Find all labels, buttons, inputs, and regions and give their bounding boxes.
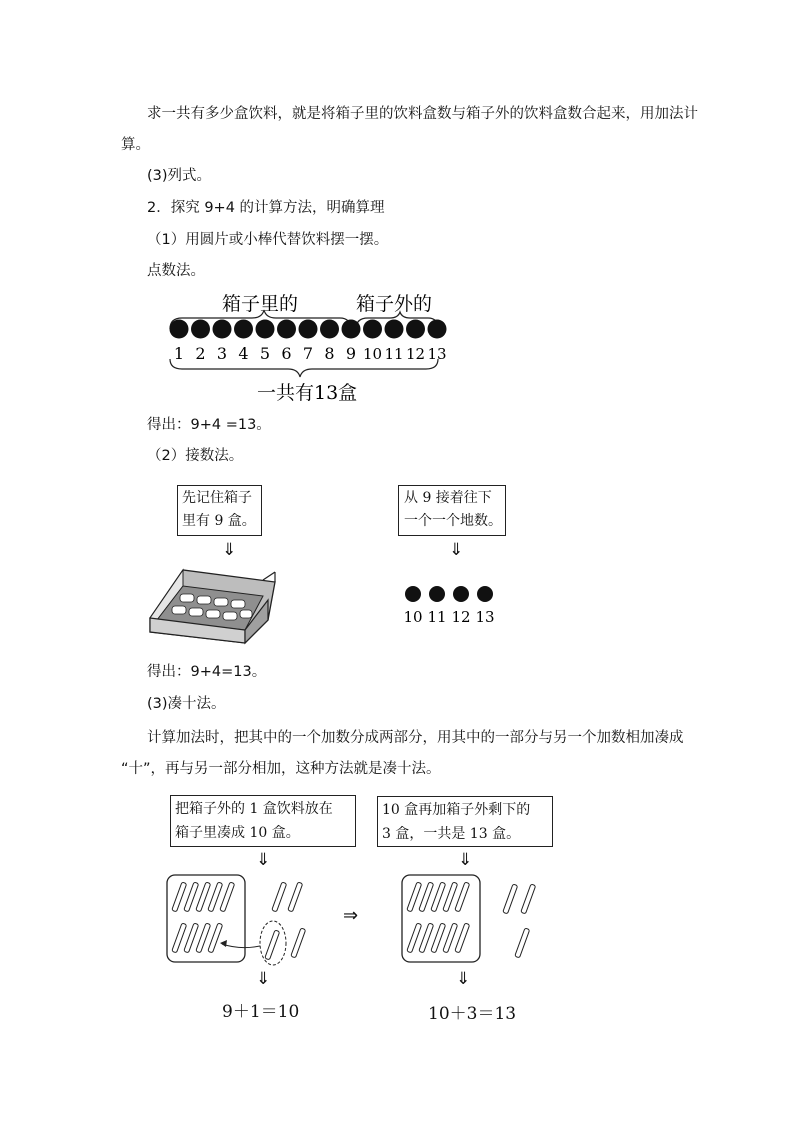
step3-heading: (3)凑十法。 <box>147 696 226 712</box>
make-ten-right-line-1: 10 盒再加箱子外剩下的 <box>382 802 531 818</box>
counter-number: 8 <box>324 344 335 363</box>
counter-number: 2 <box>195 344 206 363</box>
counter-number: 12 <box>451 608 471 626</box>
counter-dot <box>363 320 382 339</box>
counter-number: 13 <box>427 345 447 363</box>
item3-formula: (3)列式。 <box>147 168 212 184</box>
numbers-row <box>174 344 447 363</box>
counter-dot <box>170 320 189 339</box>
right-arrow-icon: ⇒ <box>343 905 359 926</box>
drink-box-illustration <box>145 560 280 650</box>
counter-dot <box>256 320 275 339</box>
note-right-line-1: 从 9 接着往下 <box>404 490 492 506</box>
counter-dot <box>477 586 493 602</box>
counter-dot <box>191 320 210 339</box>
counter-dot <box>406 320 425 339</box>
make-ten-note-left <box>170 795 356 847</box>
counter-number: 4 <box>238 344 249 363</box>
down-arrow-icon: ⇓ <box>449 540 464 560</box>
counter-number: 13 <box>475 608 495 626</box>
make-ten-left-line-2: 箱子里凑成 10 盒。 <box>175 825 300 841</box>
step2-heading: （2）接数法。 <box>147 448 244 464</box>
dots-row <box>170 320 447 339</box>
counter-dot <box>385 320 404 339</box>
sticks-after-illustration <box>395 868 555 968</box>
note-left-line-2: 里有 9 盒。 <box>182 513 256 529</box>
counter-number: 12 <box>405 345 426 363</box>
counter-number: 9 <box>345 344 357 363</box>
counter-dot <box>429 586 445 602</box>
down-arrow-icon: ⇓ <box>222 540 237 560</box>
down-arrow-icon: ⇓ <box>456 969 471 989</box>
counter-number: 11 <box>384 345 404 363</box>
result-2: 得出：9+4=13。 <box>147 664 267 680</box>
counter-number: 3 <box>216 344 228 363</box>
counter-dot <box>405 586 421 602</box>
label-outside-box: 箱子外的 <box>356 293 433 315</box>
make-ten-line-1: 计算加法时，把其中的一个加数分成两部分，用其中的一部分与另一个加数相加凑成 <box>147 730 684 746</box>
down-arrow-icon: ⇓ <box>458 850 473 870</box>
counter-dot <box>453 586 469 602</box>
down-arrow-icon: ⇓ <box>256 969 271 989</box>
section2-title: 2．探究 9+4 的计算方法，明确算理 <box>147 200 385 216</box>
equation-left: 9＋1＝10 <box>222 1002 300 1022</box>
down-arrow-icon: ⇓ <box>256 850 271 870</box>
dot-method-label: 点数法。 <box>147 263 205 279</box>
step1-heading: （1）用圆片或小棒代替饮料摆一摆。 <box>147 232 389 248</box>
count-on-numbers <box>403 608 494 626</box>
counter-dot <box>299 320 318 339</box>
counting-on-note-right <box>398 485 506 536</box>
result-1: 得出：9+4 =13。 <box>147 417 271 433</box>
make-ten-note-right <box>377 796 553 847</box>
note-right-line-2: 一个一个地数。 <box>404 513 502 529</box>
make-ten-line-2: “十”，再与另一部分相加，这种方法就是凑十法。 <box>121 761 441 777</box>
intro-line-1: 求一共有多少盒饮料，就是将箱子里的饮料盒数与箱子外的饮料盒数合起来，用加法计 <box>147 106 698 122</box>
counter-dot <box>320 320 339 339</box>
count-on-dots <box>405 586 493 602</box>
counter-dot <box>213 320 232 339</box>
counter-dot <box>428 320 447 339</box>
counter-number: 6 <box>281 344 292 363</box>
make-ten-right-line-2: 3 盒，一共是 13 盒。 <box>382 826 521 842</box>
equation-right: 10＋3＝13 <box>428 1004 517 1024</box>
counter-number: 10 <box>362 345 383 363</box>
dot-counting-diagram <box>160 285 460 410</box>
counting-on-note-left <box>177 485 262 536</box>
sticks-before-illustration <box>160 868 320 968</box>
counter-dot <box>277 320 296 339</box>
total-label: 一共有13盒 <box>257 382 358 404</box>
counter-number: 10 <box>403 608 423 626</box>
label-inside-box: 箱子里的 <box>222 293 299 315</box>
counter-dot <box>342 320 361 339</box>
counting-on-dots <box>398 580 508 630</box>
counter-number: 7 <box>302 344 314 363</box>
counter-number: 11 <box>427 608 447 626</box>
counter-number: 5 <box>259 344 271 363</box>
make-ten-left-line-1: 把箱子外的 1 盒饮料放在 <box>175 801 333 817</box>
intro-line-2: 算。 <box>121 137 150 153</box>
counter-number: 1 <box>173 344 185 363</box>
note-left-line-1: 先记住箱子 <box>182 490 252 506</box>
counter-dot <box>234 320 253 339</box>
